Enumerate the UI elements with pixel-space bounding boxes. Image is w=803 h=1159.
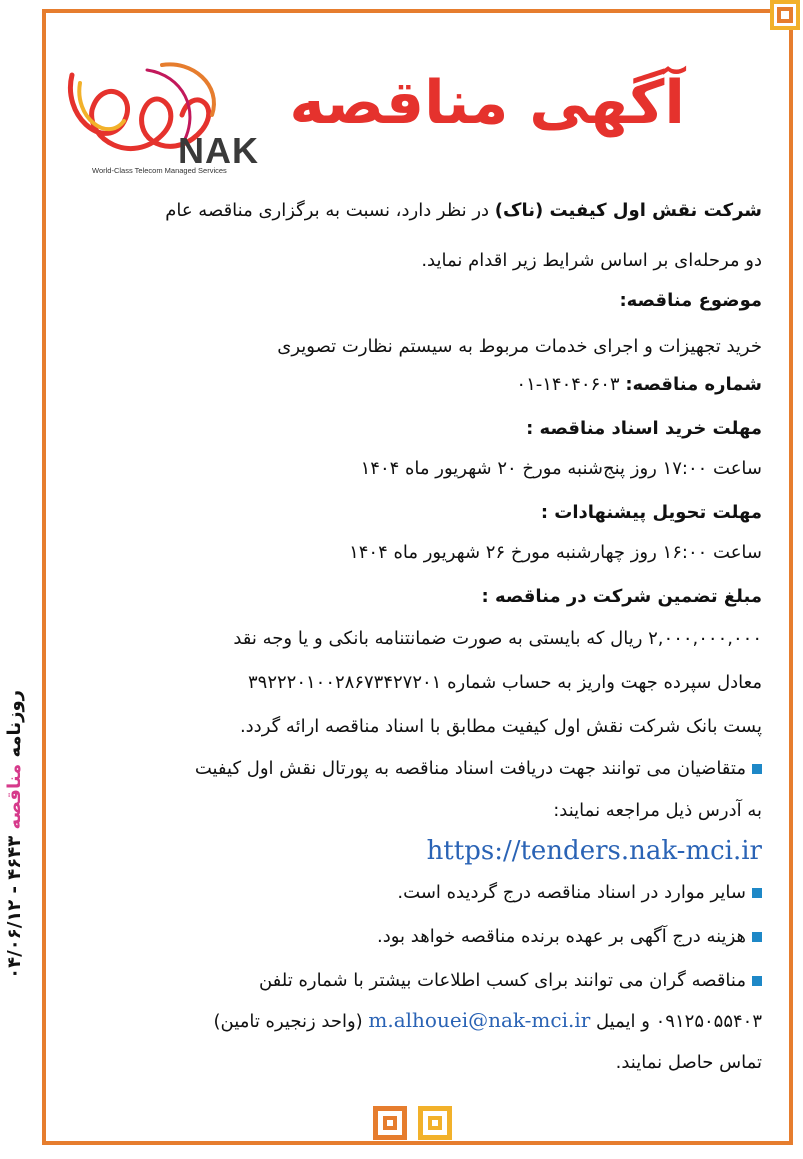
bullet-icon [752,764,762,774]
logo-tagline: World-Class Telecom Managed Services [92,166,227,175]
delivery-deadline-heading: مهلت تحویل پیشنهادات : [540,502,762,523]
company-name: شرکت نقش اول کیفیت (ناک) [494,200,762,221]
contact-and-email: و ایمیل [590,1011,656,1032]
contact-unit: (واحد زنجیره تامین) [213,1011,369,1032]
side-brand: مناقصه [4,763,25,830]
contact-phone: ۰۹۱۲۵۰۵۵۴۰۳ [655,1011,762,1032]
portal-url-link[interactable]: https://tenders.nak-mci.ir [426,836,762,866]
purchase-deadline-text: ساعت ۱۷:۰۰ روز پنج‌شنبه مورخ ۲۰ شهریور ماه ۱۴۰۴ [360,458,762,479]
portal-url-row [427,838,762,864]
bullet-icon [752,932,762,942]
contact-text: مناقصه گران می توانند برای کسب اطلاعات بیشتر با شماره تلفن [258,970,746,991]
guarantee-heading: مبلغ تضمین شرکت در مناقصه : [481,586,762,607]
guarantee-line-3: پست بانک شرکت نقش اول کیفیت مطابق با اسناد مناقصه ارائه گردد. [239,716,762,737]
contact-line-1 [259,972,762,990]
delivery-deadline-text: ساعت ۱۶:۰۰ روز چهارشنبه مورخ ۲۶ شهریور ماه ۱۴۰۴ [349,542,762,563]
corner-square-inner-decoration [777,7,793,23]
subject-text: خرید تجهیزات و اجرای خدمات مربوط به سیستم نظارت تصویری [277,336,762,357]
subject-heading: موضوع مناقصه: [619,290,762,311]
tender-number-label: شماره مناقصه: [625,374,762,395]
ad-cost-line [377,928,762,946]
guarantee-line-1: ۲,۰۰۰,۰۰۰,۰۰۰ ریال که بایستی به صورت ضمانتنامه بانکی و یا وجه نقد [233,628,762,649]
bullet-icon [752,888,762,898]
tender-number-value: ۱۴۰۴۰۶۰۳-۰۱ [516,374,626,395]
intro-line-2: دو مرحله‌ای بر اساس شرایط زیر اقدام نماید. [421,250,762,271]
intro-text: در نظر دارد، نسبت به برگزاری مناقصه عام [165,200,495,221]
purchase-deadline-heading: مهلت خرید اسناد مناقصه : [526,418,762,439]
contact-email-link[interactable]: m.alhouei@nak-mci.ir [368,1008,591,1032]
bottom-square-inner-yellow [428,1116,442,1130]
side-prefix: روزنامه [4,690,25,758]
bottom-square-inner-orange [383,1116,397,1130]
newspaper-side-caption [4,690,25,1000]
tender-number [516,376,762,394]
portal-line-2: به آدرس ذیل مراجعه نمایند: [553,800,762,821]
contact-line-3: تماس حاصل نمایند. [615,1052,762,1073]
contact-line-2 [214,1010,762,1031]
guarantee-line-2: معادل سپرده جهت واریز به حساب شماره ۳۹۲۲۲۰۱۰۰۲۸۶۷۳۴۲۷۲۰۱ [247,672,762,693]
other-items-text: سایر موارد در اسناد مناقصه درج گردیده است. [397,882,746,903]
logo-wordmark: NAK [178,130,259,171]
side-issue: ۴۶۴۳ - ۰۴/۰۶/۱۲ [4,835,25,979]
other-items-line [397,884,762,902]
ad-cost-text: هزینه درج آگهی بر عهده برنده مناقصه خواهد بود. [376,926,746,947]
bullet-icon [752,976,762,986]
ad-title: آگهی مناقصه [289,68,685,138]
intro-line-1 [165,202,762,220]
portal-line-1 [195,760,762,778]
portal-text: متقاضیان می توانند جهت دریافت اسناد مناقصه به پورتال نقش اول کیفیت [194,758,746,779]
